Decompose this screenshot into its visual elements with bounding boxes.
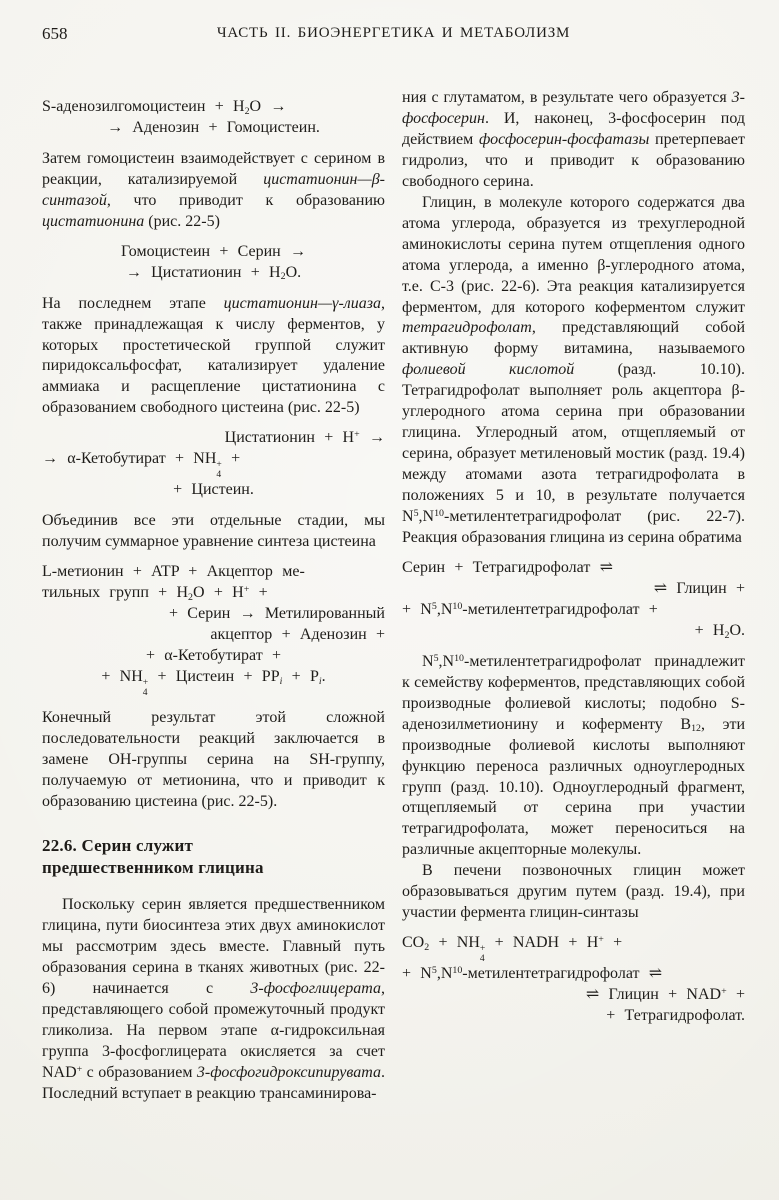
chemical-equation <box>402 933 745 1027</box>
equation-line: + α-Кетобутират + <box>145 647 282 665</box>
equation-line: Серин + Тетрагидрофолат ⇌ <box>402 558 614 576</box>
left-column <box>42 88 385 1105</box>
equation-line: → α-Кетобутират + NH + 4 + <box>42 450 241 481</box>
equation-line: + NH + 4 + Цистеин + $PP_i + P_i$. <box>101 668 326 699</box>
text-columns <box>42 88 745 1105</box>
equation-line: S-аденозилгомоцистеин + $H_2O$ → <box>42 98 287 117</box>
chemical-equation <box>42 428 385 501</box>
equation-line: $CO_2$ + NH + 4 + NADH + H+ + <box>402 934 623 965</box>
equation-line: Цистатионин + H+ → <box>224 429 385 447</box>
equation-line: + Цистеин. <box>173 481 254 499</box>
stacked-charge: + 4 <box>216 459 222 481</box>
chemical-equation <box>42 97 385 139</box>
paragraph: На последнем этапе цистатионин—γ-лиаза, также принадлежащая к числу ферментов, у которых простетической группой служит пиридоксальфосфат, катализирует удаление аммиака и расщепление цистатионина с образованием свободного цистеина (рис. 22-5) <box>42 294 385 417</box>
equation-line: тильных групп + $H_2O + H^+$ + <box>42 584 268 604</box>
stacked-charge: + 4 <box>479 943 486 965</box>
equation-line: → Аденозин + Гомоцистеин. <box>107 118 320 136</box>
equation-line: ⇌ Глицин + <box>653 579 745 597</box>
equation-line: + Серин → Метилированный <box>168 605 385 623</box>
chemical-equation <box>42 562 385 698</box>
equation-line: ⇌ Глицин + NAD+ + <box>585 986 745 1004</box>
paragraph: ния с глутаматом, в результате чего образуется 3-фосфосерин. И, наконец, 3-фосфосерин под действием фосфосерин-фосфатазы претерпевает гидролиз, что и приводит к образованию свободного серина. <box>402 89 745 190</box>
paragraph: В печени позвоночных глицин может образовываться другим путем (разд. 19.4), при участии фермента глицин-синтазы <box>402 862 745 922</box>
paragraph: Поскольку серин является предшественником глицина, пути биосинтеза этих двух аминокислот мы рассмотрим здесь вместе. Главный путь образования серина в тканях животных (рис. 22-6) начинается с 3-фосфоглицерата, представляющего собой промежуточный продукт гликолиза. На первом этапе α-гидроксильная группа 3-фосфоглицерата окисляется за счет NAD+ с образованием 3-фосфогидроксипирувата. Последний вступает в реакцию трансаминирова- <box>42 896 385 1102</box>
equation-line: + $N^5,N^{10}$-метилентетрагидрофолат + <box>402 600 658 618</box>
equation-line: L-метионин + ATP + Акцептор ме- <box>42 563 305 581</box>
chemical-equation <box>42 242 385 284</box>
equation-line: + Тетрагидрофолат. <box>606 1007 745 1025</box>
equation-line: Гомоцистеин + Серин → <box>120 242 307 260</box>
paragraph: Глицин, в молекуле которого содержатся два атома углерода, образуется из трехуглеродной аминокислоты серина путем отщепления одного атома углерода, а именно β-углеродного атома, т.е. C-3 (рис. 22-6). Эта реакция катализируется ферментом, для которого коферментом служит тетрагидрофолат, представляющий собой активную форму витамина, называемого фолиевой кислотой (разд. 10.10). Тетрагидрофолат выполняет роль акцептора β-углеродного атома серина при образовании глицина. Углеродный атом, отщепляемый от серина, образует метиленовый мостик (разд. 19.4) между атомами азота тетрагидрофолата в положениях 5 и 10, в результате получается $N^5,N^{10}$-метилентетрагидрофолат (рис. 22-7). Реакция образования глицина из серина обратима <box>402 193 746 547</box>
stacked-charge: + 4 <box>142 677 149 699</box>
right-column <box>402 88 745 1105</box>
equation-line: + $H_2O$. <box>694 621 745 641</box>
paragraph: Конечный результат этой сложной последовательности реакций заключается в замене OH-группы серина на SH-группу, получаемую от метионина, что и приводит к образованию цистеина (рис. 22-5). <box>42 709 385 811</box>
section-heading: 22.6. Серин служит предшественником глицина <box>42 836 264 878</box>
equation-line: акцептор + Аденозин + <box>210 626 385 644</box>
page-header <box>42 24 745 48</box>
equation-line: + $N^5,N^{10}$-метилентетрагидрофолат ⇌ <box>402 965 663 983</box>
running-title: ЧАСТЬ II. БИОЭНЕРГЕТИКА И МЕТАБОЛИЗМ <box>216 25 571 41</box>
paragraph: Объединив все эти отдельные стадии, мы получим суммарное уравнение синтеза цистеина <box>42 512 385 551</box>
equation-line: → Цистатионин + $H_2O$. <box>125 263 302 283</box>
paragraph: Затем гомоцистеин взаимодействует с серином в реакции, катализируемой цистатионин—β-синтазой, что приводит к образованию цистатионина (рис. 22-5) <box>42 149 385 230</box>
paragraph: $N^5,N^{10}$-метилентетрагидрофолат принадлежит к семейству коферментов, представляющих собой производные фолиевой кислоты; подобно S-аденозилметионину и коферменту $B_{12}$, эти производные фолиевой кислоты выполняют функцию переноса различных одноуглеродных групп (разд. 10.10). Одноуглеродный фрагмент, отщепляемый от серина при участии тетрагидрофолата, может переноситься на различные акцепторные молекулы. <box>402 652 745 859</box>
chemical-equation <box>402 558 745 642</box>
page-number: 658 <box>42 24 68 43</box>
